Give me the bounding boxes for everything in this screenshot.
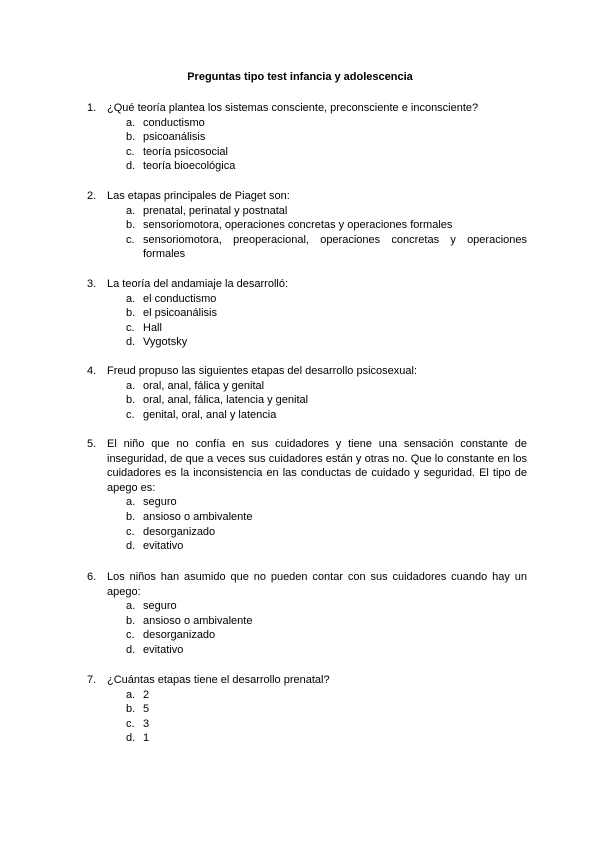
option-c [87, 628, 527, 643]
option-text: Vygotsky [143, 336, 188, 349]
option-text: ansioso o ambivalente [143, 614, 253, 627]
question-number: 4. [87, 365, 97, 377]
option-letter: c. [126, 321, 135, 334]
option-c [87, 321, 527, 336]
question-3 [87, 277, 527, 350]
question-number: 6. [87, 571, 97, 583]
option-text: el conductismo [143, 292, 217, 305]
option-letter: a. [126, 204, 136, 217]
option-text: 2 [143, 688, 150, 701]
option-letter: a. [126, 116, 136, 129]
option-text: oral, anal, fálica y genital [143, 379, 265, 392]
question-number: 1. [87, 102, 97, 114]
option-letter: c. [126, 717, 135, 730]
question-4 [87, 364, 527, 422]
option-letter: b. [126, 703, 136, 716]
option-letter: d. [126, 643, 136, 656]
option-text: seguro [143, 496, 177, 509]
option-letter: c. [126, 145, 135, 158]
question-6 [87, 570, 527, 658]
option-text: seguro [143, 600, 177, 613]
option-text: el psicoanálisis [143, 307, 217, 320]
option-list [87, 204, 527, 262]
option-letter: a. [126, 496, 136, 509]
option-letter: a. [126, 379, 136, 392]
option-a [87, 204, 527, 219]
option-c [87, 145, 527, 160]
option-a [87, 599, 527, 614]
option-text: oral, anal, fálica, latencia y genital [143, 394, 309, 407]
question-2 [87, 189, 527, 262]
option-text: 3 [143, 717, 150, 730]
option-text: sensoriomotora, preoperacional, operaciones concretas y operaciones formales [143, 233, 527, 261]
option-letter: b. [126, 510, 136, 523]
question-text: La teoría del andamiaje la desarrolló: [107, 278, 289, 290]
option-b [87, 130, 527, 145]
option-list [87, 379, 527, 423]
option-d [87, 731, 527, 746]
option-d [87, 643, 527, 658]
option-text: psicoanálisis [143, 131, 206, 144]
option-letter: a. [126, 600, 136, 613]
question-number: 3. [87, 278, 97, 290]
question-text: ¿Qué teoría plantea los sistemas consciente, preconsciente e inconsciente? [107, 102, 479, 114]
question-text: ¿Cuántas etapas tiene el desarrollo prenatal? [107, 674, 330, 686]
option-letter: b. [126, 307, 136, 320]
question-text: Las etapas principales de Piaget son: [107, 190, 290, 202]
option-d [87, 159, 527, 174]
option-letter: c. [126, 233, 135, 246]
option-letter: a. [126, 688, 136, 701]
option-b [87, 614, 527, 629]
option-list [87, 292, 527, 350]
option-text: genital, oral, anal y latencia [143, 408, 277, 421]
option-c [87, 525, 527, 540]
option-letter: b. [126, 219, 136, 232]
question-text: Los niños han asumido que no pueden contar con sus cuidadores cuando hay un apego: [107, 571, 527, 598]
option-c [87, 408, 527, 423]
option-text: Hall [143, 321, 162, 334]
option-letter: d. [126, 732, 136, 745]
option-b [87, 702, 527, 717]
page-title: Preguntas tipo test infancia y adolescencia [187, 71, 413, 83]
question-text: Freud propuso las siguientes etapas del desarrollo psicosexual: [107, 365, 418, 377]
option-letter: d. [126, 540, 136, 553]
option-text: teoría psicosocial [143, 145, 228, 158]
option-c [87, 233, 527, 262]
option-a [87, 116, 527, 131]
option-a [87, 688, 527, 703]
option-list [87, 116, 527, 174]
option-letter: b. [126, 394, 136, 407]
option-d [87, 335, 527, 350]
question-number: 5. [87, 438, 97, 450]
option-letter: c. [126, 408, 135, 421]
question-7 [87, 673, 527, 746]
option-list [87, 688, 527, 746]
option-text: sensoriomotora, operaciones concretas y operaciones formales [143, 219, 453, 232]
option-list [87, 495, 527, 553]
option-b [87, 393, 527, 408]
option-text: evitativo [143, 540, 184, 553]
option-d [87, 539, 527, 554]
option-letter: a. [126, 292, 136, 305]
option-letter: c. [126, 629, 135, 642]
option-a [87, 292, 527, 307]
option-letter: c. [126, 525, 135, 538]
option-list [87, 599, 527, 657]
question-1 [87, 101, 527, 174]
option-b [87, 218, 527, 233]
option-text: evitativo [143, 643, 184, 656]
option-a [87, 379, 527, 394]
option-text: prenatal, perinatal y postnatal [143, 204, 288, 217]
option-text: ansioso o ambivalente [143, 510, 253, 523]
option-c [87, 717, 527, 732]
question-number: 2. [87, 190, 97, 202]
option-letter: b. [126, 131, 136, 144]
option-b [87, 510, 527, 525]
question-number: 7. [87, 674, 97, 686]
option-text: 5 [143, 703, 150, 716]
option-letter: d. [126, 160, 136, 173]
option-text: 1 [143, 732, 150, 745]
option-letter: d. [126, 336, 136, 349]
option-b [87, 306, 527, 321]
option-text: conductismo [143, 116, 205, 129]
option-letter: b. [126, 614, 136, 627]
question-5 [87, 437, 527, 554]
question-text: El niño que no confía en sus cuidadores y tiene una sensación constante de inseguridad, de que a veces sus cuidadores están y otras no. Que lo constante en los cuidadores es la inconsistencia en las conductas de cuidado y seguridad. El tipo de apego es: [107, 438, 527, 494]
option-text: teoría bioecológica [143, 160, 236, 173]
option-text: desorganizado [143, 525, 216, 538]
option-a [87, 495, 527, 510]
option-text: desorganizado [143, 629, 216, 642]
